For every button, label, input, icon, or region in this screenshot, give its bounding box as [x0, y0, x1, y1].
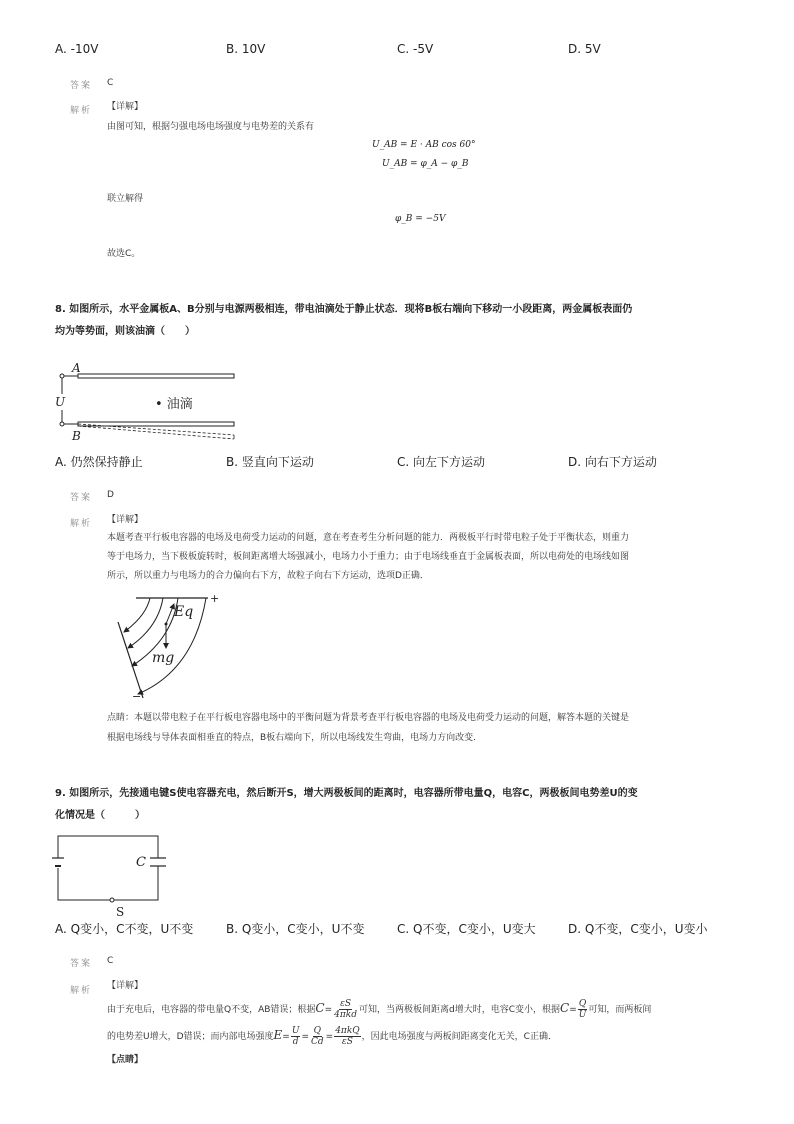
analysis-label: 解析	[70, 106, 93, 116]
comment-tag: 【点睛】	[107, 1055, 144, 1065]
answer-label: 答案	[70, 959, 93, 969]
question-text: 9. 如图所示，先接通电键S使电容器充电，然后断开S，增大两极板间的距离时，电容器所带电量Q，电容C，两极板间电势差U的变	[55, 788, 638, 799]
option-a: A. -10V	[55, 42, 99, 56]
question-text: 化情况是（ ）	[55, 810, 145, 821]
formula-fraction: $\frac{\varepsilon S}{\text{4πkd}}$	[334, 999, 358, 1020]
analysis-text: 可知，当两极板间距离d增大时，电容C变小，根据	[359, 1005, 561, 1015]
option-b: B. Q变小，C变小，U不变	[226, 922, 365, 936]
force-mg-label: mg	[152, 650, 175, 666]
question-text: 8. 如图所示，水平金属板A、B分别与电源两极相连，带电油滴处于静止状态．现将B板右端向下移动一小段距离，两金属板表面仍	[55, 304, 633, 315]
equation: U_AB = E · AB cos 60°	[372, 140, 476, 150]
field-lines-figure	[108, 590, 220, 702]
analysis-text: 由图可知，根据匀强电场电场强度与电势差的关系有	[107, 122, 315, 132]
option-a: A. 仍然保持静止	[55, 455, 143, 469]
detail-tag: 【详解】	[107, 102, 144, 112]
plate-b	[78, 422, 234, 426]
analysis-text: 可知，而两板间	[588, 1005, 652, 1015]
plus-sign: +	[210, 592, 220, 605]
label-a: A	[72, 361, 81, 375]
formula-fraction: $\frac{Q}{U}$	[578, 999, 587, 1020]
option-c: C. Q不变，C变小，U变大	[397, 922, 536, 936]
detail-tag: 【详解】	[107, 515, 144, 525]
answer-label: 答案	[70, 493, 93, 503]
analysis-label: 解析	[70, 986, 93, 996]
analysis-text: 由于充电后，电容器的带电量Q不变，AB错误；根据	[107, 1005, 316, 1015]
formula-c: C	[315, 1001, 325, 1015]
formula-fraction: $\frac{Q}{Cd}$	[310, 1026, 324, 1047]
answer-value: C	[107, 956, 114, 966]
analysis-text: ，因此电场强度与两板间距离变化无关，C正确．	[361, 1032, 557, 1042]
plate-a	[78, 374, 234, 378]
analysis-text-with-formula: 的电势差U增大，D错误；而内部电场强度E= $\frac{U}{d}$ = $\frac{Q}{Cd}$ = $\frac{\text{4πkQ}}{\varepsilon S}$ ，因此电场强度与两板间距离变化无关，C正确．	[107, 1026, 557, 1047]
analysis-text: 等于电场力，当下极板旋转时，板间距离增大场强减小，电场力小于重力；由于电场线垂直于金属板表面，所以电荷处的电场线如图	[107, 552, 630, 562]
option-d: D. Q不变，C变小，U变小	[568, 922, 708, 936]
option-d: D. 向右下方运动	[568, 455, 657, 469]
minus-sign: −	[132, 690, 142, 702]
equation: U_AB = φ_A − φ_B	[382, 159, 469, 169]
analysis-text: 本题考查平行板电容器的电场及电荷受力运动的问题，意在考查考生分析问题的能力．两极板平行时带电粒子处于平衡状态，则重力	[107, 533, 630, 543]
option-a: A. Q变小，C不变，U不变	[55, 922, 194, 936]
analysis-text: 的电势差U增大，D错误；而内部电场强度	[107, 1032, 274, 1042]
comment-text: 点睛：本题以带电粒子在平行板电容器电场中的平衡问题为背景考查平行板电容器的电场及电荷受力运动的问题，解答本题的关键是	[107, 713, 630, 723]
analysis-label: 解析	[70, 519, 93, 529]
option-d: D. 5V	[568, 42, 601, 56]
label-c: C	[136, 855, 146, 870]
formula-fraction: $\frac{U}{d}$	[291, 1026, 300, 1047]
analysis-text-with-formula: 由于充电后，电容器的带电量Q不变，AB错误；根据C= $\frac{\varepsilon S}{\text{4πkd}}$ 可知，当两极板间距离d增大时，电容C变小，根据C= $\frac{Q}{U}$ 可知，而两板间	[107, 999, 652, 1020]
answer-value: C	[107, 78, 114, 88]
label-s: S	[116, 905, 125, 919]
option-c: C. -5V	[397, 42, 434, 56]
label-u: U	[55, 395, 66, 409]
conclusion-text: 故选C。	[107, 249, 141, 259]
label-b: B	[72, 429, 81, 443]
analysis-text: 所示，所以重力与电场力的合力偏向右下方，故粒子向右下方运动，选项D正确．	[107, 571, 429, 581]
equation: φ_B = −5V	[395, 214, 446, 224]
oil-drop-label: • 油滴	[155, 397, 193, 412]
capacitor-plates-figure	[50, 360, 250, 445]
option-c: C. 向左下方运动	[397, 455, 486, 469]
analysis-text: 联立解得	[107, 194, 144, 204]
answer-label: 答案	[70, 81, 93, 91]
detail-tag: 【详解】	[107, 981, 144, 991]
answer-value: D	[107, 490, 114, 500]
question-text: 均为等势面，则该油滴（ ）	[55, 326, 195, 337]
formula-fraction: $\frac{\text{4πkQ}}{\varepsilon S}$	[335, 1026, 360, 1047]
option-b: B. 竖直向下运动	[226, 455, 314, 469]
force-eq-label: Eq	[174, 604, 194, 620]
option-b: B. 10V	[226, 42, 266, 56]
comment-text: 根据电场线与导体表面相垂直的特点，B板右端向下，所以电场线发生弯曲，电场力方向改变．	[107, 733, 483, 743]
circuit-figure	[50, 828, 170, 920]
